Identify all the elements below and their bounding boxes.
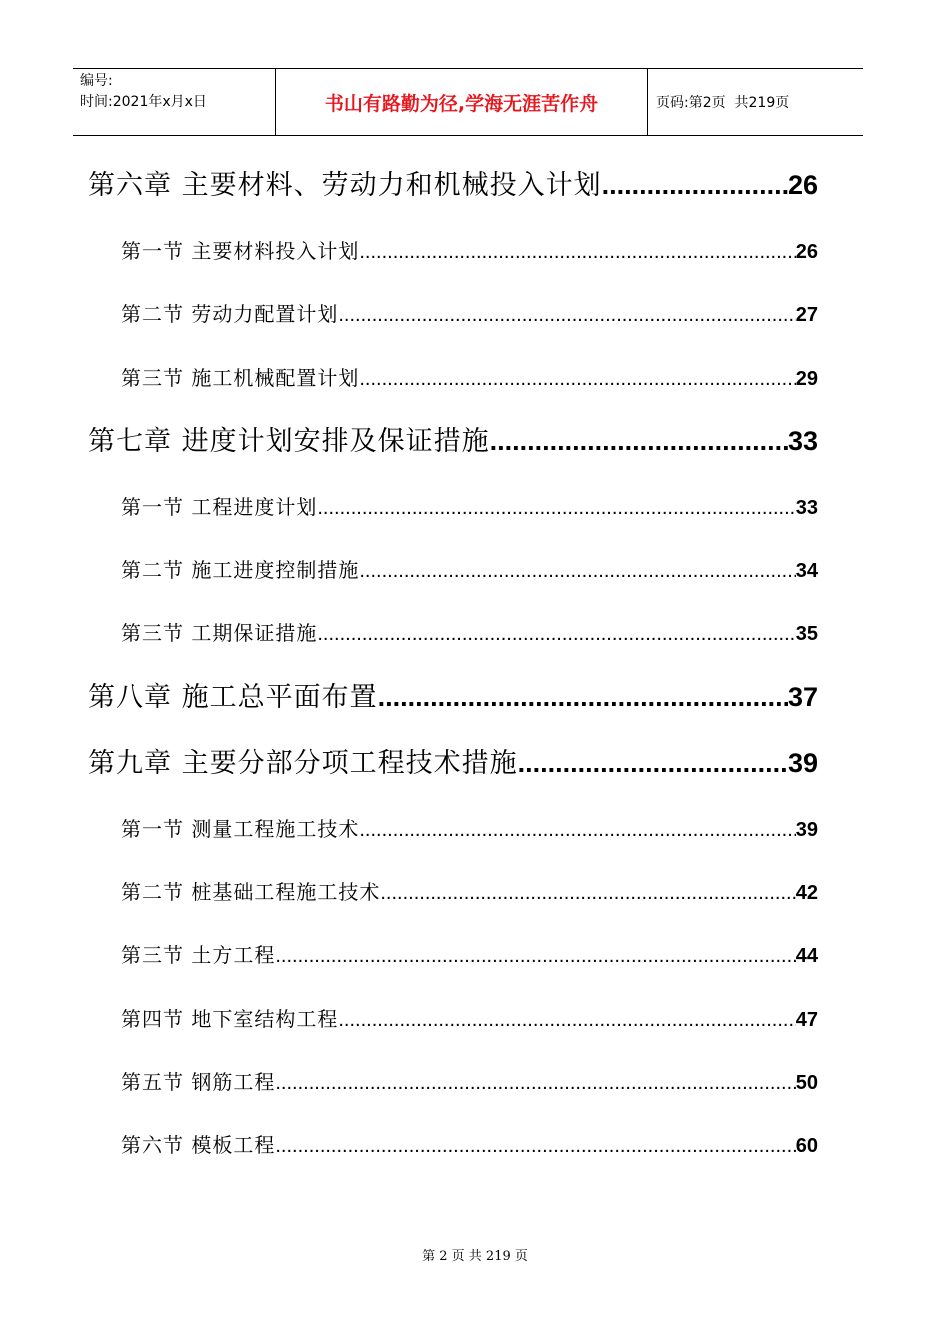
- toc-entry-page-number: 27: [795, 304, 818, 327]
- toc-section-entry[interactable]: [88, 353, 818, 416]
- toc-leader-dots: [602, 160, 788, 210]
- toc-entry-page-number: 35: [795, 623, 818, 646]
- toc-entry-title: 第六章 主要材料、劳动力和机械投入计划: [88, 170, 602, 201]
- toc-entry-page-number: 34: [795, 560, 818, 583]
- toc-entry-title: 第一节 测量工程施工技术: [121, 816, 360, 841]
- toc-section-entry[interactable]: [88, 1057, 818, 1120]
- toc-section-entry[interactable]: [88, 804, 818, 867]
- toc-leader-dots: [275, 1121, 795, 1171]
- page-footer: [0, 1245, 950, 1264]
- toc-leader-dots: [359, 805, 795, 855]
- toc-entry-page-number: 42: [795, 882, 818, 905]
- toc-section-entry[interactable]: [88, 930, 818, 993]
- toc-leader-dots: [378, 672, 788, 722]
- toc-chapter-entry[interactable]: [88, 738, 818, 804]
- toc-entry-page-number: 39: [787, 747, 818, 778]
- toc-entry-title: 第二节 劳动力配置计划: [121, 302, 339, 327]
- toc-leader-dots: [338, 995, 795, 1045]
- toc-entry-page-number: 44: [795, 945, 818, 968]
- toc-entry-title: 第九章 主要分部分项工程技术措施: [88, 747, 518, 779]
- toc-entry-title: 第二节 桩基础工程施工技术: [121, 880, 381, 905]
- toc-entry-title: 第六节 模板工程: [121, 1133, 276, 1158]
- header-motto: 书山有路勤为径,学海无涯苦作舟: [275, 69, 648, 135]
- toc-section-entry[interactable]: [88, 994, 818, 1057]
- toc-entry-title: 第三节 土方工程: [121, 943, 276, 968]
- page-header: [73, 68, 863, 136]
- toc-entry-page-number: 29: [795, 367, 818, 390]
- toc-entry-page-number: 39: [795, 818, 818, 841]
- toc-section-entry[interactable]: [88, 289, 818, 352]
- toc-entry-page-number: 26: [787, 170, 818, 200]
- toc-entry-title: 第一节 主要材料投入计划: [121, 239, 360, 263]
- toc-leader-dots: [359, 227, 795, 277]
- toc-entry-page-number: 47: [795, 1008, 818, 1031]
- header-page-label: 页码:第2页 共219页: [656, 95, 790, 111]
- toc-section-entry[interactable]: [88, 867, 818, 930]
- toc-leader-dots: [380, 868, 795, 918]
- toc-section-entry[interactable]: [88, 545, 818, 608]
- toc-entry-title: 第四节 地下室结构工程: [121, 1006, 339, 1031]
- table-of-contents: [88, 160, 818, 1184]
- header-page-info: [648, 69, 863, 135]
- toc-leader-dots: [359, 354, 795, 404]
- document-time-label: 时间:2021年x月x日: [80, 94, 207, 110]
- toc-entry-page-number: 33: [795, 496, 818, 519]
- toc-section-entry[interactable]: [88, 226, 818, 289]
- toc-leader-dots: [490, 416, 788, 466]
- toc-leader-dots: [317, 483, 795, 533]
- toc-entry-title: 第五节 钢筋工程: [121, 1069, 276, 1094]
- toc-leader-dots: [275, 1058, 795, 1108]
- toc-leader-dots: [275, 931, 795, 981]
- toc-leader-dots: [518, 738, 788, 788]
- toc-chapter-entry[interactable]: [88, 672, 818, 738]
- toc-entry-title: 第一节 工程进度计划: [121, 494, 318, 519]
- toc-leader-dots: [317, 609, 795, 659]
- document-number-label: 编号:: [80, 73, 113, 89]
- toc-chapter-entry[interactable]: [88, 160, 818, 226]
- toc-section-entry[interactable]: [88, 482, 818, 545]
- toc-leader-dots: [338, 290, 795, 340]
- toc-entry-title: 第三节 施工机械配置计划: [121, 365, 360, 390]
- toc-section-entry[interactable]: [88, 608, 818, 671]
- footer-page-number: 第 2 页 共 219 页: [422, 1249, 528, 1264]
- header-meta: [73, 69, 275, 135]
- toc-entry-page-number: 60: [795, 1135, 818, 1158]
- toc-leader-dots: [359, 546, 795, 596]
- toc-entry-title: 第八章 施工总平面布置: [88, 681, 378, 713]
- toc-entry-page-number: 26: [795, 241, 818, 263]
- toc-entry-title: 第七章 进度计划安排及保证措施: [88, 425, 490, 457]
- toc-entry-page-number: 37: [787, 681, 818, 712]
- toc-entry-title: 第二节 施工进度控制措施: [121, 558, 360, 583]
- toc-entry-title: 第三节 工期保证措施: [121, 621, 318, 646]
- toc-chapter-entry[interactable]: [88, 416, 818, 482]
- toc-entry-page-number: 33: [787, 425, 818, 456]
- toc-entry-page-number: 50: [795, 1071, 818, 1094]
- toc-section-entry[interactable]: [88, 1120, 818, 1183]
